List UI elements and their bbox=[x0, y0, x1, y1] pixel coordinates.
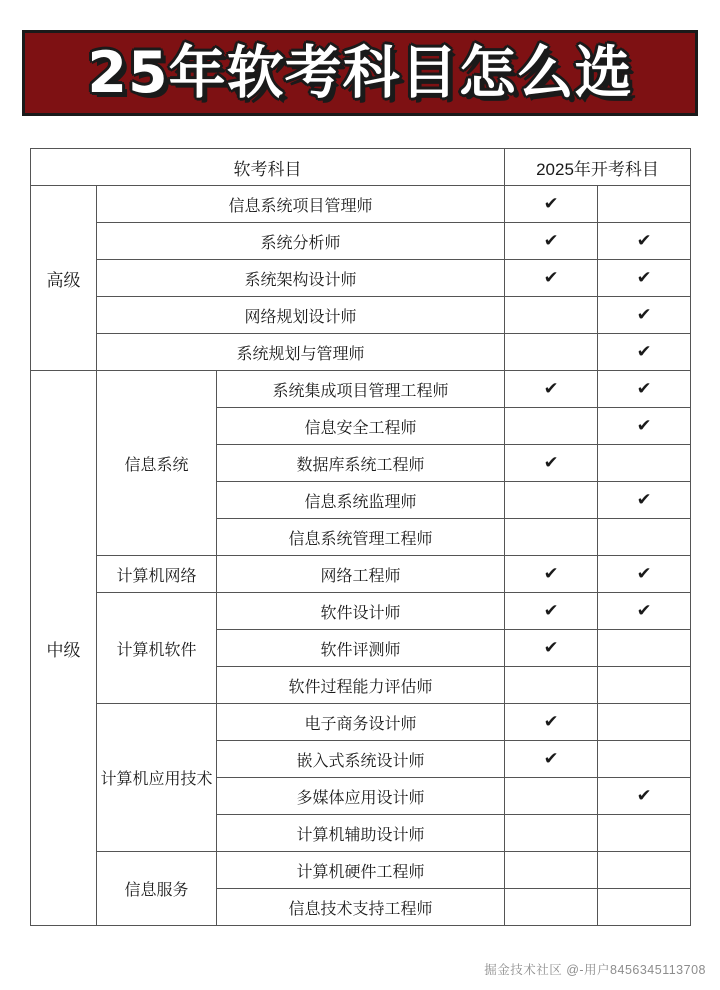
mark-cell bbox=[505, 371, 598, 408]
title-banner bbox=[22, 30, 698, 116]
header-subject: 软考科目 bbox=[31, 149, 505, 186]
check-icon: ✔ bbox=[543, 637, 559, 657]
check-icon: ✔ bbox=[543, 230, 559, 250]
mark-cell bbox=[505, 889, 598, 926]
table-row bbox=[31, 297, 691, 334]
table-body bbox=[31, 186, 691, 926]
mark-cell bbox=[505, 334, 598, 371]
check-icon: ✔ bbox=[543, 452, 559, 472]
group-cell-computer-network: 计算机网络 bbox=[97, 556, 217, 593]
exam-subject-table bbox=[30, 148, 691, 926]
mark-cell bbox=[505, 667, 598, 704]
check-icon: ✔ bbox=[636, 378, 652, 398]
mark-cell bbox=[598, 852, 691, 889]
mark-cell bbox=[505, 556, 598, 593]
subject-cell: 计算机硬件工程师 bbox=[217, 852, 505, 889]
mark-cell bbox=[598, 186, 691, 223]
mark-cell bbox=[598, 556, 691, 593]
group-cell-information-system: 信息系统 bbox=[97, 371, 217, 556]
mark-cell bbox=[598, 815, 691, 852]
mark-cell bbox=[505, 445, 598, 482]
mark-cell bbox=[505, 704, 598, 741]
subject-cell: 系统架构设计师 bbox=[97, 260, 505, 297]
table-row bbox=[31, 371, 691, 408]
mark-cell bbox=[505, 408, 598, 445]
subject-cell: 信息技术支持工程师 bbox=[217, 889, 505, 926]
mark-cell bbox=[598, 630, 691, 667]
check-icon: ✔ bbox=[636, 415, 652, 435]
mark-cell bbox=[505, 186, 598, 223]
mark-cell bbox=[505, 741, 598, 778]
group-cell-information-service: 信息服务 bbox=[97, 852, 217, 926]
table-row bbox=[31, 556, 691, 593]
level-cell-senior: 高级 bbox=[31, 186, 97, 371]
check-icon: ✔ bbox=[636, 600, 652, 620]
mark-cell bbox=[598, 408, 691, 445]
mark-cell bbox=[598, 297, 691, 334]
mark-cell bbox=[505, 778, 598, 815]
mark-cell bbox=[505, 630, 598, 667]
check-icon: ✔ bbox=[543, 711, 559, 731]
table-row bbox=[31, 223, 691, 260]
mark-cell bbox=[598, 593, 691, 630]
check-icon: ✔ bbox=[636, 267, 652, 287]
mark-cell bbox=[598, 371, 691, 408]
check-icon: ✔ bbox=[543, 563, 559, 583]
subject-cell: 嵌入式系统设计师 bbox=[217, 741, 505, 778]
check-icon: ✔ bbox=[543, 378, 559, 398]
group-cell-computer-application: 计算机应用技术 bbox=[97, 704, 217, 852]
mark-cell bbox=[598, 482, 691, 519]
header-year: 2025年开考科目 bbox=[505, 149, 691, 186]
group-cell-computer-software: 计算机软件 bbox=[97, 593, 217, 704]
subject-cell: 系统规划与管理师 bbox=[97, 334, 505, 371]
watermark: 掘金技术社区 @-用户8456345113708 bbox=[484, 963, 706, 977]
mark-cell bbox=[505, 815, 598, 852]
check-icon: ✔ bbox=[636, 489, 652, 509]
subject-cell: 数据库系统工程师 bbox=[217, 445, 505, 482]
subject-cell: 多媒体应用设计师 bbox=[217, 778, 505, 815]
table-row bbox=[31, 852, 691, 889]
table-row bbox=[31, 334, 691, 371]
level-cell-intermediate: 中级 bbox=[31, 371, 97, 926]
mark-cell bbox=[505, 593, 598, 630]
mark-cell bbox=[505, 482, 598, 519]
table-row bbox=[31, 260, 691, 297]
subject-cell: 信息系统项目管理师 bbox=[97, 186, 505, 223]
subject-cell: 电子商务设计师 bbox=[217, 704, 505, 741]
subject-cell: 软件评测师 bbox=[217, 630, 505, 667]
mark-cell bbox=[598, 889, 691, 926]
check-icon: ✔ bbox=[636, 230, 652, 250]
mark-cell bbox=[505, 852, 598, 889]
page-title: 25年软考科目怎么选 bbox=[87, 39, 633, 106]
mark-cell bbox=[598, 223, 691, 260]
table-header-row bbox=[31, 149, 691, 186]
check-icon: ✔ bbox=[636, 563, 652, 583]
subject-cell: 计算机辅助设计师 bbox=[217, 815, 505, 852]
check-icon: ✔ bbox=[543, 600, 559, 620]
check-icon: ✔ bbox=[543, 748, 559, 768]
subject-cell: 信息安全工程师 bbox=[217, 408, 505, 445]
mark-cell bbox=[598, 519, 691, 556]
table-row bbox=[31, 593, 691, 630]
subject-cell: 网络规划设计师 bbox=[97, 297, 505, 334]
subject-cell: 系统分析师 bbox=[97, 223, 505, 260]
mark-cell bbox=[598, 334, 691, 371]
subject-cell: 网络工程师 bbox=[217, 556, 505, 593]
subject-cell: 软件过程能力评估师 bbox=[217, 667, 505, 704]
table-row bbox=[31, 704, 691, 741]
mark-cell bbox=[505, 223, 598, 260]
mark-cell bbox=[598, 704, 691, 741]
mark-cell bbox=[598, 667, 691, 704]
mark-cell bbox=[505, 297, 598, 334]
mark-cell bbox=[598, 260, 691, 297]
table-header bbox=[31, 149, 691, 186]
check-icon: ✔ bbox=[543, 267, 559, 287]
mark-cell bbox=[505, 260, 598, 297]
check-icon: ✔ bbox=[636, 304, 652, 324]
mark-cell bbox=[598, 445, 691, 482]
check-icon: ✔ bbox=[636, 341, 652, 361]
mark-cell bbox=[505, 519, 598, 556]
mark-cell bbox=[598, 778, 691, 815]
subject-cell: 信息系统监理师 bbox=[217, 482, 505, 519]
subject-cell: 系统集成项目管理工程师 bbox=[217, 371, 505, 408]
mark-cell bbox=[598, 741, 691, 778]
check-icon: ✔ bbox=[636, 785, 652, 805]
subject-cell: 信息系统管理工程师 bbox=[217, 519, 505, 556]
check-icon: ✔ bbox=[543, 193, 559, 213]
exam-table-container bbox=[30, 148, 690, 926]
table-row bbox=[31, 186, 691, 223]
subject-cell: 软件设计师 bbox=[217, 593, 505, 630]
